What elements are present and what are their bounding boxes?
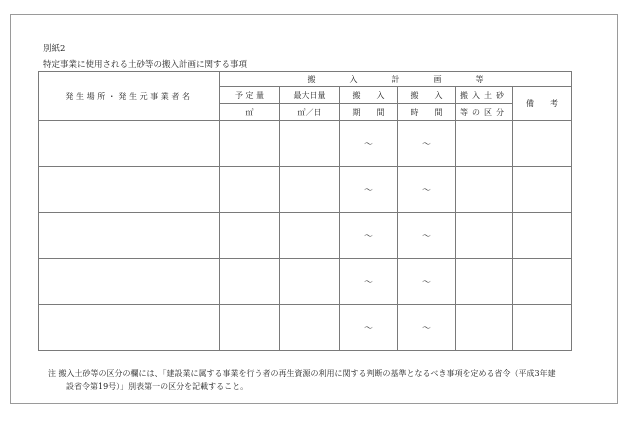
header-import-period-l2: 期 間 xyxy=(340,104,398,121)
header-max-daily-unit: ㎥／日 xyxy=(280,104,340,121)
footnote xyxy=(48,367,578,393)
footnote-line-1: 注 搬入土砂等の区分の欄には、「建設業に属する事業を行う者の再生資源の利用に関する判断の基準となるべき事項を定める省令（平成3年建 xyxy=(48,369,556,378)
cell-soil-category[interactable] xyxy=(456,167,513,213)
cell-remarks[interactable] xyxy=(513,305,572,351)
cell-soil-category[interactable] xyxy=(456,213,513,259)
cell-remarks[interactable] xyxy=(513,213,572,259)
table-row xyxy=(39,259,572,305)
cell-import-time[interactable]: ～ xyxy=(398,121,456,167)
cell-origin[interactable] xyxy=(39,305,220,351)
table-row xyxy=(39,213,572,259)
cell-remarks[interactable] xyxy=(513,167,572,213)
header-remarks: 備 考 xyxy=(513,87,572,121)
cell-soil-category[interactable] xyxy=(456,259,513,305)
cell-import-time[interactable]: ～ xyxy=(398,305,456,351)
cell-max-daily[interactable] xyxy=(280,121,340,167)
cell-planned-amount[interactable] xyxy=(220,213,280,259)
header-max-daily: 最大日量 xyxy=(280,87,340,104)
cell-max-daily[interactable] xyxy=(280,259,340,305)
cell-origin[interactable] xyxy=(39,167,220,213)
table-row xyxy=(39,121,572,167)
cell-max-daily[interactable] xyxy=(280,213,340,259)
cell-import-period[interactable]: ～ xyxy=(340,213,398,259)
cell-planned-amount[interactable] xyxy=(220,305,280,351)
cell-import-period[interactable]: ～ xyxy=(340,167,398,213)
cell-import-period[interactable]: ～ xyxy=(340,121,398,167)
header-import-period-l1: 搬 入 xyxy=(340,87,398,104)
cell-max-daily[interactable] xyxy=(280,167,340,213)
cell-import-period[interactable]: ～ xyxy=(340,259,398,305)
table-row xyxy=(39,305,572,351)
cell-soil-category[interactable] xyxy=(456,305,513,351)
header-group-plan xyxy=(220,72,572,87)
cell-planned-amount[interactable] xyxy=(220,121,280,167)
header-import-time-l2: 時 間 xyxy=(398,104,456,121)
document-title: 特定事業に使用される土砂等の搬入計画に関する事項 xyxy=(43,60,248,70)
header-origin: 発生場所・発生元事業者名 xyxy=(39,72,220,121)
cell-origin[interactable] xyxy=(39,213,220,259)
cell-planned-amount[interactable] xyxy=(220,259,280,305)
group-header-text: 搬入計画等 xyxy=(307,74,518,84)
annex-label: 別紙2 xyxy=(43,44,66,54)
cell-soil-category[interactable] xyxy=(456,121,513,167)
header-soil-category-l2: 等の区分 xyxy=(456,104,513,121)
cell-planned-amount[interactable] xyxy=(220,167,280,213)
header-planned-amount: 予 定 量 xyxy=(220,87,280,104)
header-planned-amount-unit: ㎥ xyxy=(220,104,280,121)
cell-import-time[interactable]: ～ xyxy=(398,167,456,213)
table-header-row-1 xyxy=(39,72,572,87)
cell-import-period[interactable]: ～ xyxy=(340,305,398,351)
cell-max-daily[interactable] xyxy=(280,305,340,351)
cell-origin[interactable] xyxy=(39,259,220,305)
import-plan-table xyxy=(38,71,572,351)
table-row xyxy=(39,167,572,213)
cell-remarks[interactable] xyxy=(513,259,572,305)
footnote-line-2: 設省令第19号）」別表第一の区分を記載すること。 xyxy=(66,382,249,391)
header-import-time-l1: 搬 入 xyxy=(398,87,456,104)
cell-import-time[interactable]: ～ xyxy=(398,259,456,305)
cell-origin[interactable] xyxy=(39,121,220,167)
cell-remarks[interactable] xyxy=(513,121,572,167)
header-soil-category-l1: 搬入土砂 xyxy=(456,87,513,104)
cell-import-time[interactable]: ～ xyxy=(398,213,456,259)
